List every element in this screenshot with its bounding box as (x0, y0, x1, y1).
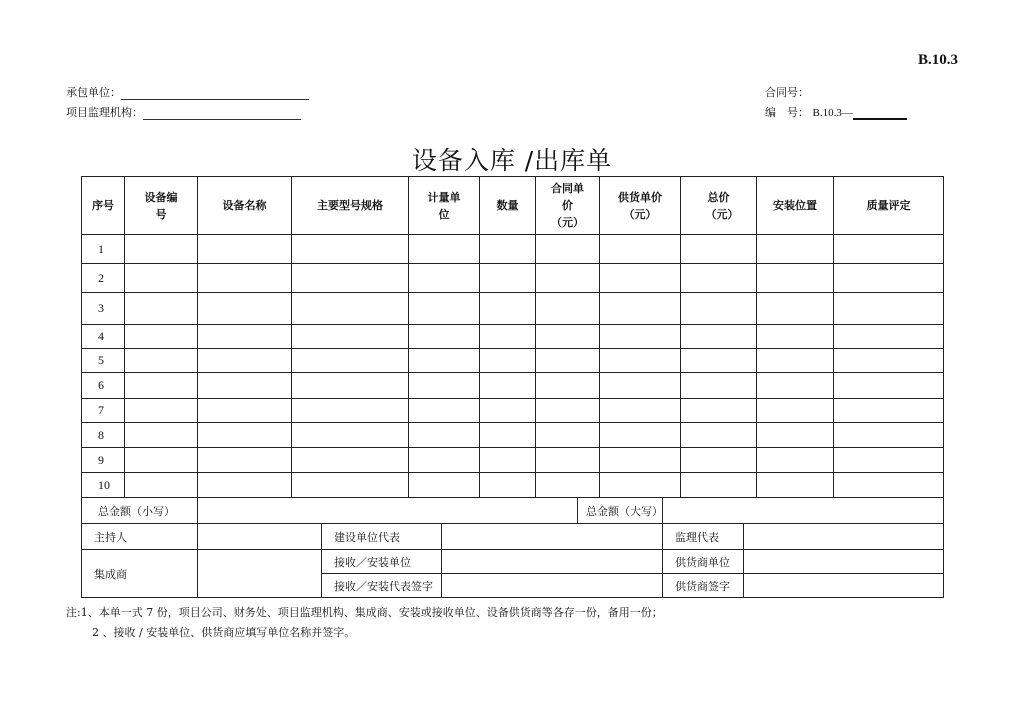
form-code: B.10.3 (917, 52, 958, 68)
col-header-unit: 计量单位 (409, 177, 480, 235)
col-header-model: 主要型号规格 (292, 177, 409, 235)
integrator-label: 集成商 (82, 550, 198, 598)
note-line-1: 注:1、本单一式 7 份，项目公司、财务处、项目监理机构、集成商、安装或接收单位、设备供货商等各存一份，备用一份； (66, 606, 663, 619)
table-row (82, 473, 944, 498)
supplier-sign-label: 供货商签字 (663, 574, 744, 598)
col-header-total: 总价（元） (681, 177, 757, 235)
col-header-equip-name: 设备名称 (198, 177, 292, 235)
row-number: 3 (82, 293, 125, 325)
supplier-sign-field[interactable] (744, 574, 944, 598)
col-header-supply-price: 供货单价（元） (600, 177, 681, 235)
contract-no-label: 合同号： (765, 86, 809, 99)
total-lower-label: 总金额（小写） (82, 498, 198, 524)
contractor-label: 承包单位： (66, 86, 121, 99)
host-row (82, 524, 944, 550)
contract-no-line (765, 84, 809, 100)
table-header-row (82, 177, 944, 235)
row-number: 6 (82, 373, 125, 399)
contractor-line (66, 84, 309, 100)
row-number: 5 (82, 349, 125, 373)
col-header-location: 安装位置 (757, 177, 834, 235)
table-row (82, 235, 944, 264)
col-header-qty: 数量 (480, 177, 536, 235)
integrator-field[interactable] (198, 550, 322, 598)
equipment-table (81, 176, 944, 498)
contractor-field[interactable] (121, 89, 309, 100)
receiving-unit-label: 接收／安装单位 (322, 550, 442, 574)
col-header-seq: 序号 (82, 177, 125, 235)
builder-rep-label: 建设单位代表 (322, 524, 442, 550)
integrator-row (82, 550, 944, 574)
row-number: 4 (82, 325, 125, 349)
supervisor-rep-field[interactable] (744, 524, 944, 550)
totals-row (82, 498, 944, 524)
table-row (82, 349, 944, 373)
serial-value: B.10.3— (812, 107, 853, 119)
supervisor-field[interactable] (143, 109, 301, 120)
total-upper-field[interactable] (663, 498, 944, 524)
supplier-unit-field[interactable] (744, 550, 944, 574)
col-header-contract-price: 合同单价（元） (536, 177, 600, 235)
supervisor-line (66, 104, 301, 120)
receiving-sign-field[interactable] (442, 574, 663, 598)
receiving-sign-label: 接收／安装代表签字 (322, 574, 442, 598)
row-number: 8 (82, 423, 125, 448)
table-row (82, 448, 944, 473)
row-number: 10 (82, 473, 125, 498)
serial-label: 编 号： (765, 106, 809, 119)
notes (66, 603, 663, 643)
table-row (82, 423, 944, 448)
supervisor-label: 项目监理机构： (66, 106, 143, 119)
host-label: 主持人 (82, 524, 198, 550)
builder-rep-field[interactable] (442, 524, 663, 550)
row-number: 2 (82, 264, 125, 293)
row-number: 7 (82, 399, 125, 423)
table-row (82, 373, 944, 399)
form-title: 设备入库 /出库单 (411, 146, 613, 175)
table-row (82, 293, 944, 325)
row-number: 1 (82, 235, 125, 264)
receiving-unit-field[interactable] (442, 550, 663, 574)
summary-table (81, 497, 944, 598)
host-field[interactable] (198, 524, 322, 550)
serial-line (765, 104, 907, 120)
table-row (82, 264, 944, 293)
supervisor-rep-label: 监理代表 (663, 524, 744, 550)
table-row (82, 399, 944, 423)
note-line-2: 2 、接收 / 安装单位、供货商应填写单位名称并签字。 (92, 626, 356, 639)
total-upper-label: 总金额（大写） (578, 498, 663, 524)
total-lower-field[interactable] (198, 498, 578, 524)
row-number: 9 (82, 448, 125, 473)
col-header-equip-no: 设备编号 (125, 177, 198, 235)
table-row (82, 325, 944, 349)
supplier-unit-label: 供货商单位 (663, 550, 744, 574)
serial-field[interactable] (853, 108, 907, 120)
col-header-quality: 质量评定 (834, 177, 944, 235)
